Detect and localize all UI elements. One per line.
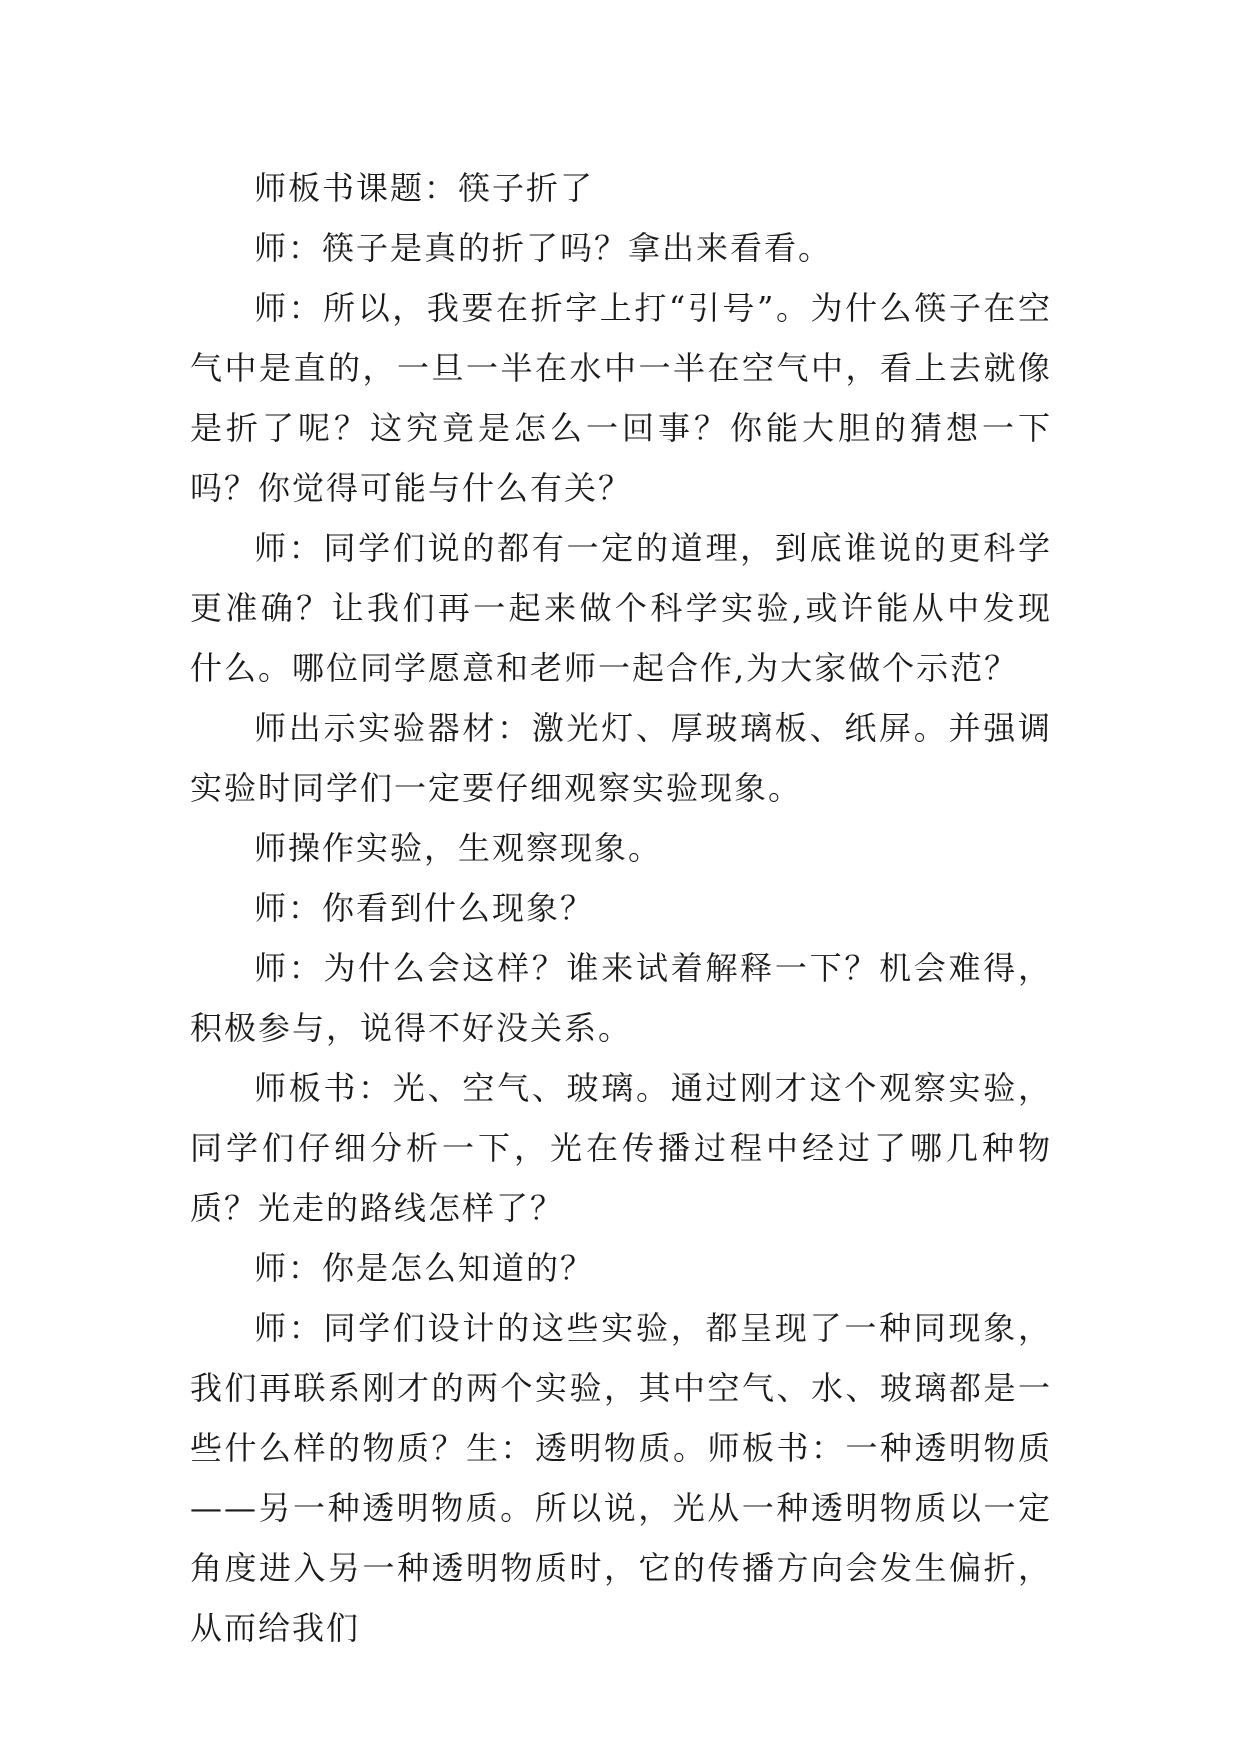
document-page	[190, 158, 1052, 1658]
paragraph-board-title: 师板书课题：筷子折了	[254, 169, 595, 207]
paragraph-what-seen: 师：你看到什么现象？	[254, 889, 595, 927]
paragraph-guess-prompt: 师：所以，我要在折字上打“引号”。为什么筷子在空气中是直的，一旦一半在水中一半在空气中，看上去就像是折了呢？这究竟是怎么一回事？你能大胆的猜想一下吗？你觉得可能与什么有关？	[190, 289, 1052, 507]
paragraph-equipment: 师出示实验器材：激光灯、厚玻璃板、纸屏。并强调实验时同学们一定要仔细观察实验现象。	[190, 709, 1052, 807]
paragraph-board-light: 师板书：光、空气、玻璃。通过刚才这个观察实验，同学们仔细分析一下，光在传播过程中经过了哪几种物质？光走的路线怎样了？	[190, 1069, 1052, 1227]
paragraph-experiment-invite: 师：同学们说的都有一定的道理，到底谁说的更科学更准确？让我们再一起来做个科学实验,或许能从中发现什么。哪位同学愿意和老师一起合作,为大家做个示范？	[190, 529, 1052, 687]
paragraph-operate-experiment: 师操作实验，生观察现象。	[254, 829, 663, 867]
paragraph-why-explain: 师：为什么会这样？谁来试着解释一下？机会难得，积极参与，说得不好没关系。	[190, 949, 1052, 1047]
paragraph-chopsticks-question: 师：筷子是真的折了吗？拿出来看看。	[254, 229, 833, 267]
paragraph-how-know: 师：你是怎么知道的？	[254, 1249, 595, 1287]
paragraph-conclusion: 师：同学们设计的这些实验，都呈现了一种同现象，我们再联系刚才的两个实验，其中空气、水、玻璃都是一些什么样的物质？生：透明物质。师板书：一种透明物质——另一种透明物质。所以说，光从一种透明物质以一定角度进入另一种透明物质时，它的传播方向会发生偏折，从而给我们	[190, 1309, 1052, 1647]
